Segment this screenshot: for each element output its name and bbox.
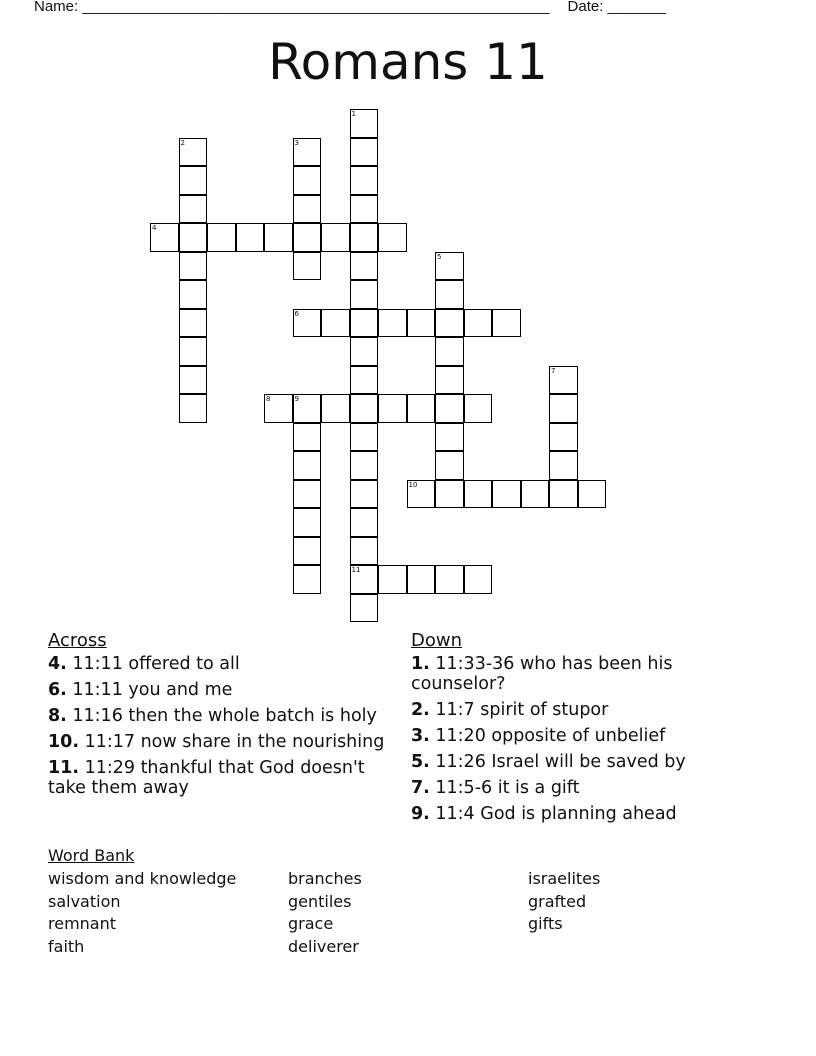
word-bank-item: branches: [288, 869, 362, 888]
clue-number: 4.: [48, 654, 67, 674]
grid-cell[interactable]: [321, 394, 350, 423]
grid-cell[interactable]: [179, 366, 208, 395]
grid-cell[interactable]: [293, 309, 322, 338]
grid-cell[interactable]: [435, 565, 464, 594]
grid-cell[interactable]: [293, 537, 322, 566]
grid-cell[interactable]: [350, 423, 379, 452]
across-clue: [48, 706, 398, 726]
word-bank-column: [528, 868, 600, 936]
grid-cell[interactable]: [293, 508, 322, 537]
across-clue: [48, 680, 398, 700]
across-clue: [48, 654, 398, 674]
clue-number: 1: [351, 110, 356, 118]
grid-cell[interactable]: [549, 480, 578, 509]
word-bank-item: gentiles: [288, 891, 352, 911]
grid-cell[interactable]: [293, 451, 322, 480]
clue-number: 1.: [411, 654, 430, 674]
grid-cell[interactable]: [464, 480, 493, 509]
grid-cell[interactable]: [350, 394, 379, 423]
grid-cell[interactable]: [350, 366, 379, 395]
grid-cell[interactable]: [435, 480, 464, 509]
down-clue: [411, 804, 711, 824]
clue-number: 8: [266, 395, 271, 403]
word-bank-item: remnant: [48, 914, 117, 934]
clue-number: 10: [408, 480, 418, 489]
clue-text: 11:11 you and me: [66, 680, 233, 700]
grid-cell[interactable]: [293, 252, 322, 281]
across-clue: [48, 758, 398, 798]
word-bank-item: wisdom and knowledge: [48, 869, 237, 888]
down-clue: [411, 726, 711, 746]
clue-text: 11:7 spirit of stupor: [429, 700, 609, 720]
clue-number: 7: [551, 366, 556, 375]
clue-number: 7.: [411, 778, 430, 798]
word-bank-item: grafted: [528, 891, 587, 911]
grid-cell[interactable]: [435, 252, 464, 281]
grid-cell[interactable]: [236, 223, 265, 252]
grid-cell[interactable]: [378, 223, 407, 252]
grid-cell[interactable]: [435, 280, 464, 309]
grid-cell[interactable]: [435, 451, 464, 480]
grid-cell[interactable]: [407, 394, 436, 423]
grid-cell[interactable]: [293, 138, 322, 167]
grid-cell[interactable]: [179, 394, 208, 423]
grid-cell[interactable]: [378, 394, 407, 423]
down-clues: [411, 631, 711, 830]
grid-cell[interactable]: [549, 451, 578, 480]
across-clue: [48, 732, 398, 752]
date-field-label[interactable]: Date: _______: [567, 0, 666, 15]
grid-cell[interactable]: [179, 138, 208, 167]
grid-cell[interactable]: [407, 309, 436, 338]
puzzle-title: Romans 11: [268, 33, 548, 91]
word-bank-item: salvation: [48, 891, 121, 911]
grid-cell[interactable]: [435, 366, 464, 395]
grid-cell[interactable]: [350, 337, 379, 366]
clue-number: 9: [294, 395, 299, 403]
clue-number: 5: [437, 252, 442, 261]
grid-cell[interactable]: [350, 537, 379, 566]
grid-cell[interactable]: [464, 309, 493, 338]
grid-cell[interactable]: [179, 252, 208, 281]
grid-cell[interactable]: [521, 480, 550, 509]
grid-cell[interactable]: [435, 309, 464, 338]
clue-number: 6.: [48, 680, 67, 700]
across-heading: Across: [48, 630, 107, 651]
clue-number: 4: [152, 224, 157, 232]
grid-cell[interactable]: [179, 223, 208, 252]
clue-number: 6: [294, 309, 299, 318]
word-bank-column: [288, 868, 362, 959]
grid-cell[interactable]: [350, 451, 379, 480]
grid-cell[interactable]: [350, 195, 379, 224]
grid-cell[interactable]: [407, 565, 436, 594]
grid-cell[interactable]: [378, 565, 407, 594]
clue-number: 2.: [411, 700, 430, 720]
grid-cell[interactable]: [350, 309, 379, 338]
grid-cell[interactable]: [350, 508, 379, 537]
clue-text: 11:11 offered to all: [66, 654, 240, 674]
clue-number: 9.: [411, 804, 430, 824]
grid-cell[interactable]: [350, 223, 379, 252]
down-clue: [411, 778, 711, 798]
clue-text: 11:29 thankful that God doesn't take them away: [48, 758, 365, 798]
grid-cell[interactable]: [179, 166, 208, 195]
clue-number: 3: [294, 138, 299, 147]
grid-cell[interactable]: [435, 337, 464, 366]
clue-number: 10.: [48, 732, 80, 752]
clue-text: 11:26 Israel will be saved by: [429, 752, 686, 772]
clue-text: 11:17 now share in the nourishing: [79, 732, 385, 752]
clue-text: 11:4 God is planning ahead: [429, 804, 677, 824]
grid-cell[interactable]: [435, 394, 464, 423]
grid-cell[interactable]: [407, 480, 436, 509]
grid-cell[interactable]: [293, 394, 322, 423]
clue-text: 11:16 then the whole batch is holy: [66, 706, 377, 726]
grid-cell[interactable]: [350, 594, 379, 623]
word-bank-column: [48, 868, 236, 959]
grid-cell[interactable]: [350, 166, 379, 195]
grid-cell[interactable]: [293, 195, 322, 224]
clue-number: 2: [180, 138, 185, 147]
grid-cell[interactable]: [179, 309, 208, 338]
across-clues: [48, 631, 398, 804]
clue-number: 8.: [48, 706, 67, 726]
grid-cell[interactable]: [549, 366, 578, 395]
grid-cell[interactable]: [321, 223, 350, 252]
grid-cell[interactable]: [578, 480, 607, 509]
word-bank-item: gifts: [528, 914, 563, 934]
grid-cell[interactable]: [293, 480, 322, 509]
grid-cell[interactable]: [464, 394, 493, 423]
grid-cell[interactable]: [179, 195, 208, 224]
grid-cell[interactable]: [150, 223, 179, 252]
down-heading: Down: [411, 630, 463, 651]
grid-cell[interactable]: [293, 166, 322, 195]
grid-cell[interactable]: [207, 223, 236, 252]
grid-cell[interactable]: [350, 252, 379, 281]
grid-cell[interactable]: [179, 337, 208, 366]
clue-number: 11: [351, 566, 361, 574]
grid-cell[interactable]: [350, 480, 379, 509]
grid-cell[interactable]: [492, 480, 521, 509]
down-clue: [411, 700, 711, 720]
grid-cell[interactable]: [350, 280, 379, 309]
grid-cell[interactable]: [264, 394, 293, 423]
clue-number: 3.: [411, 726, 430, 746]
word-bank-item: israelites: [528, 869, 601, 888]
clue-number: 11.: [48, 758, 80, 778]
down-clue: [411, 654, 711, 694]
word-bank-item: deliverer: [288, 937, 359, 957]
grid-cell[interactable]: [350, 565, 379, 594]
clue-number: 5.: [411, 752, 430, 772]
name-field-label[interactable]: Name: ________________________________________________________: [34, 0, 550, 15]
grid-cell[interactable]: [293, 565, 322, 594]
down-clue: [411, 752, 711, 772]
grid-cell[interactable]: [435, 423, 464, 452]
word-bank-item: grace: [288, 914, 334, 934]
grid-cell[interactable]: [378, 309, 407, 338]
word-bank-heading: Word Bank: [48, 846, 135, 865]
grid-cell[interactable]: [264, 223, 293, 252]
grid-cell[interactable]: [350, 138, 379, 167]
grid-cell[interactable]: [350, 109, 379, 138]
grid-cell[interactable]: [492, 309, 521, 338]
grid-cell[interactable]: [293, 423, 322, 452]
clue-text: 11:5-6 it is a gift: [429, 778, 580, 798]
grid-cell[interactable]: [549, 394, 578, 423]
grid-cell[interactable]: [293, 223, 322, 252]
clue-text: 11:33-36 who has been his counselor?: [411, 654, 673, 694]
grid-cell[interactable]: [464, 565, 493, 594]
grid-cell[interactable]: [549, 423, 578, 452]
clue-text: 11:20 opposite of unbelief: [429, 726, 666, 746]
word-bank-item: faith: [48, 937, 85, 957]
grid-cell[interactable]: [179, 280, 208, 309]
grid-cell[interactable]: [321, 309, 350, 338]
